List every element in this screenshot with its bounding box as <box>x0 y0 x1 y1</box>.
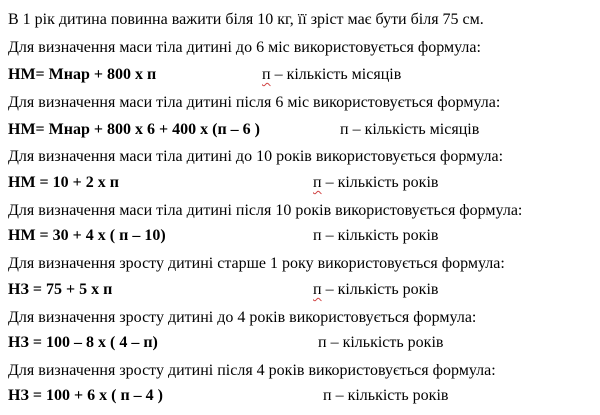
formula-note <box>313 173 438 193</box>
formula-caption: Для визначення маси тіла дитині до 10 років використовується формула: <box>8 148 504 165</box>
formula-caption: Для визначення зросту дитині до 4 років використовується формула: <box>8 309 477 326</box>
variable-description: – кількість років <box>321 227 439 244</box>
formula-note <box>313 280 438 300</box>
variable-symbol: п <box>313 281 322 298</box>
variable-symbol: п <box>313 174 322 191</box>
formula-expression: НЗ = 75 + 5 х п <box>8 281 113 298</box>
formula-note <box>318 333 443 353</box>
formula-expression: НМ= Мнар + 800 х п <box>8 66 157 83</box>
formula-note <box>313 226 438 246</box>
variable-description: – кількість років <box>321 174 439 191</box>
formula-note <box>262 65 401 85</box>
variable-description: – кількість місяців <box>270 66 402 83</box>
formula-expression: НМ = 10 + 2 х п <box>8 174 119 191</box>
formula-expression: НЗ = 100 + 6 х ( п – 4 ) <box>8 387 163 404</box>
formula-expression: НЗ = 100 – 8 х ( 4 – п) <box>8 334 158 351</box>
formula-caption: Для визначення маси тіла дитині після 6 міс використовується формула: <box>8 94 501 111</box>
formula-caption: Для визначення зросту дитині після 4 років використовується формула: <box>8 362 496 379</box>
formula-caption: Для визначення зросту дитині старше 1 року використовується формула: <box>8 255 505 272</box>
formula-expression: НМ = 30 + 4 х ( п – 10) <box>8 227 166 244</box>
formula-note <box>340 120 479 140</box>
variable-symbol: п <box>340 121 349 138</box>
variable-symbol: п <box>323 387 332 404</box>
formula-caption: Для визначення маси тіла дитині до 6 міс використовується формула: <box>8 39 481 56</box>
intro-text: В 1 рік дитина повинна важити біля 10 кг, її зріст має бути біля 75 см. <box>8 11 484 28</box>
variable-symbol: п <box>313 227 322 244</box>
formula-note <box>323 386 448 406</box>
variable-description: – кількість років <box>326 334 444 351</box>
variable-description: – кількість років <box>331 387 449 404</box>
variable-symbol: п <box>262 66 271 83</box>
formula-caption: Для визначення маси тіла дитині після 10 років використовується формула: <box>8 202 523 219</box>
variable-description: – кількість років <box>321 281 439 298</box>
variable-symbol: п <box>318 334 327 351</box>
formula-expression: НМ= Мнар + 800 х 6 + 400 х (п – 6 ) <box>8 121 260 138</box>
variable-description: – кількість місяців <box>348 121 480 138</box>
